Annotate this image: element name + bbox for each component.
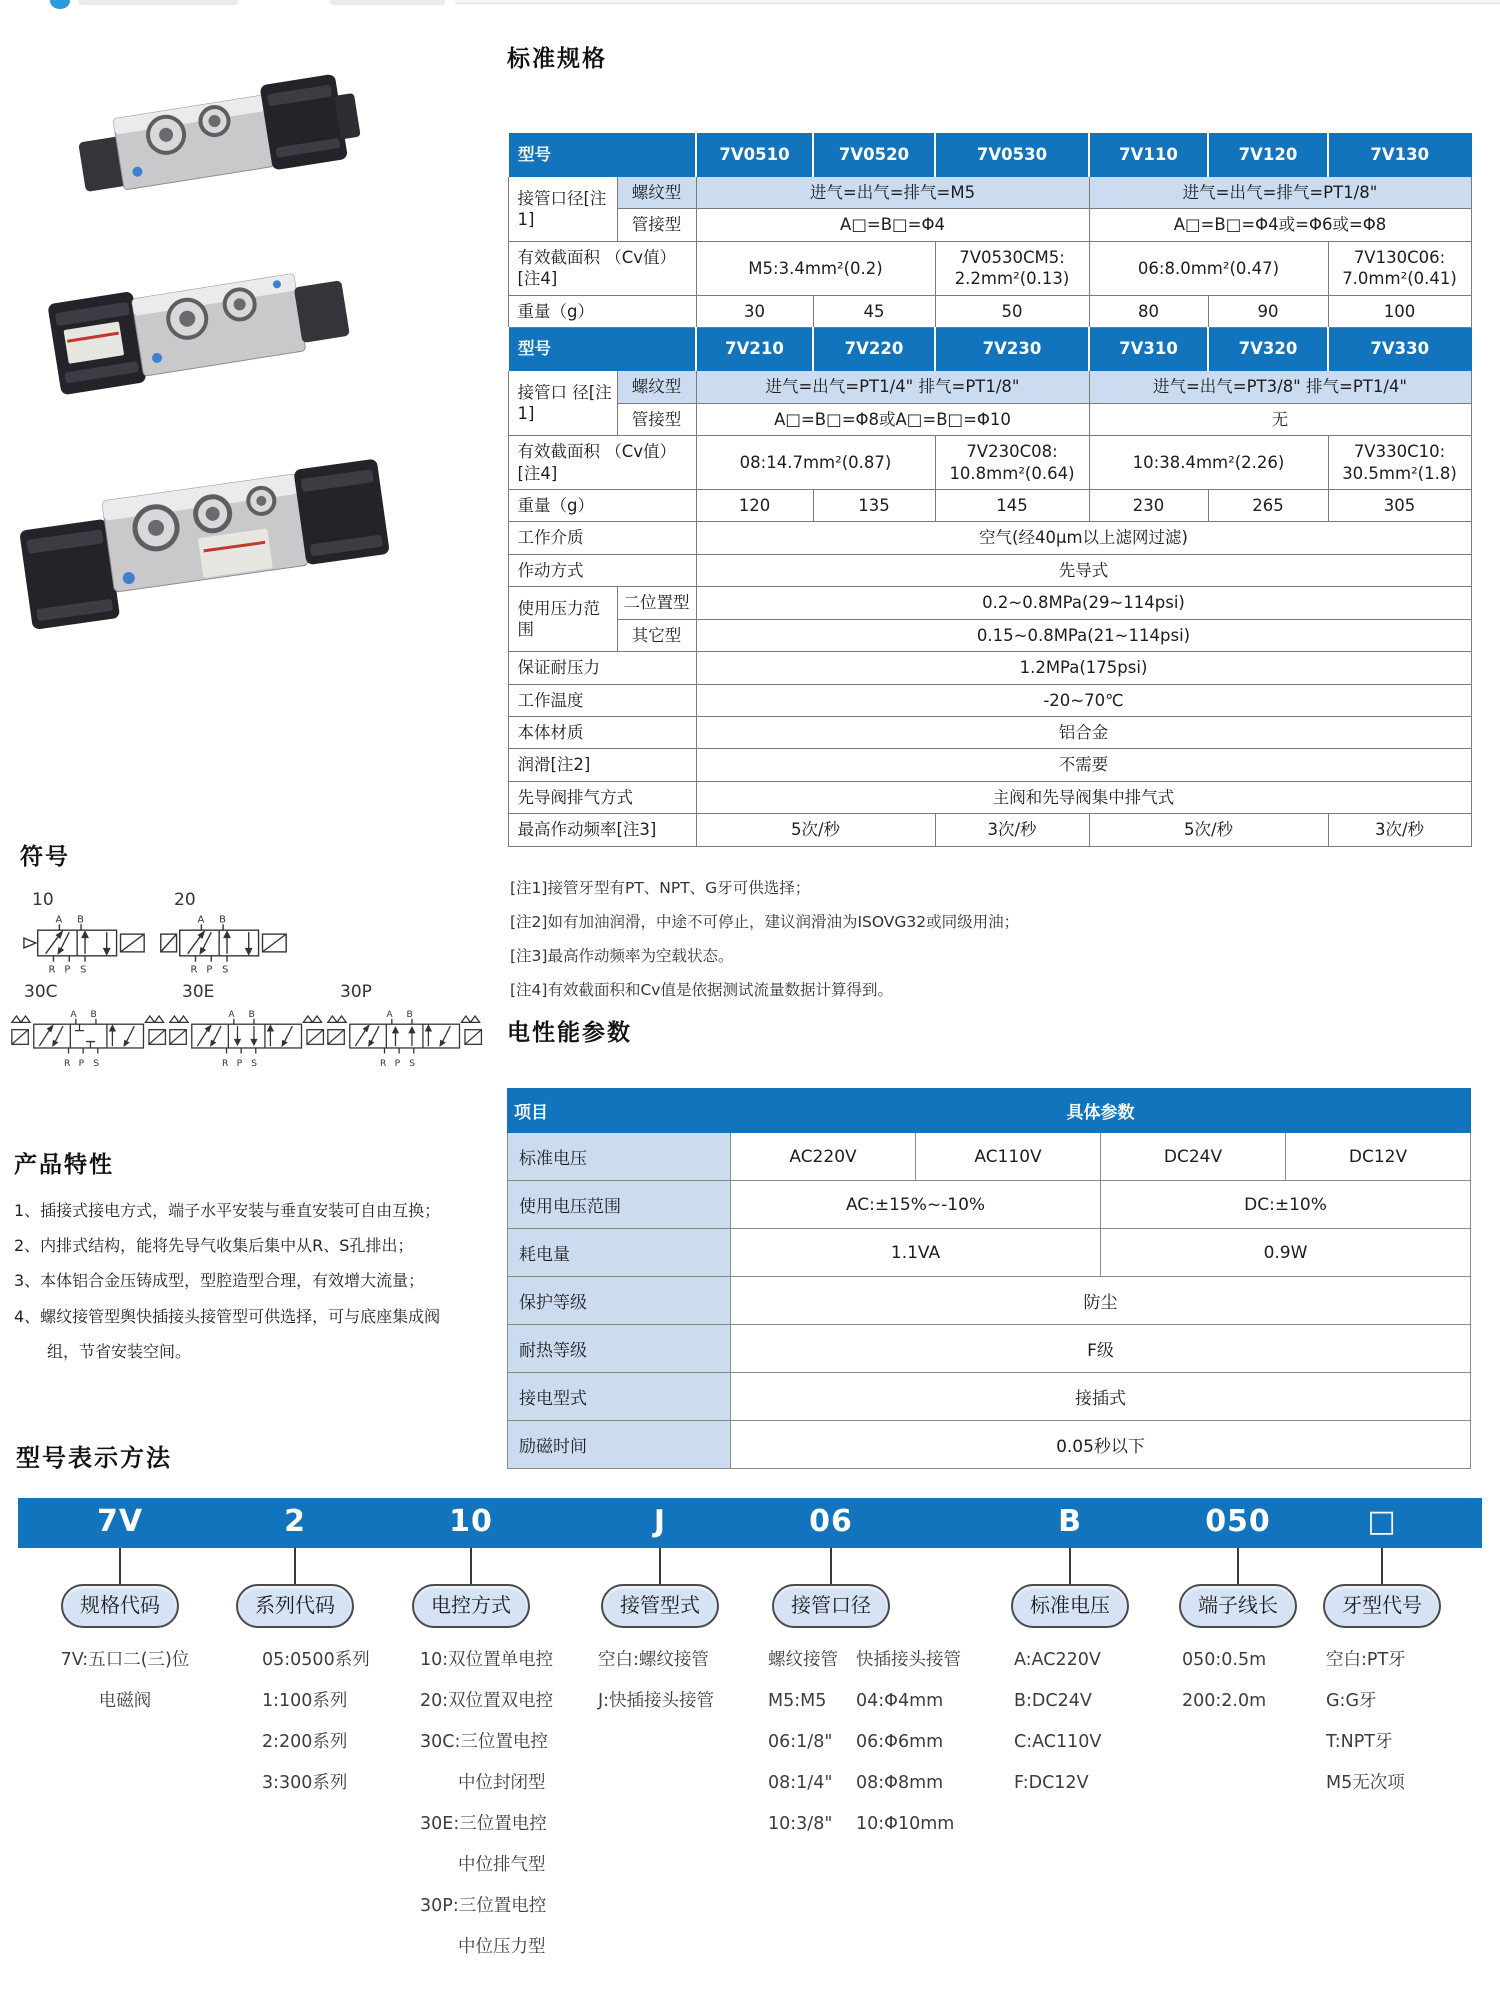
model-code-segment: 7V	[96, 1504, 144, 1539]
cell: 进气=出气=PT1/4" 排气=PT1/8"	[696, 371, 1089, 403]
connector-line	[1237, 1548, 1239, 1584]
cell: 主阀和先导阀集中排气式	[696, 781, 1471, 813]
svg-text:S: S	[409, 1059, 415, 1070]
cell: A□=B□=Φ4或=Φ6或=Φ8	[1089, 209, 1471, 241]
table-row	[508, 652, 1471, 684]
code-label-pill: 端子线长	[1179, 1584, 1297, 1628]
cell: 0.05秒以下	[731, 1421, 1471, 1469]
row-sublabel: 其它型	[617, 619, 696, 651]
cell: 230	[1089, 489, 1208, 521]
row-label: 润滑[注2]	[508, 749, 696, 781]
code-label-pill: 牙型代号	[1323, 1584, 1441, 1628]
svg-text:A: A	[70, 1009, 77, 1020]
row-sublabel: 二位置型	[617, 587, 696, 619]
product-photo-small-valve	[62, 40, 382, 222]
row-label: 接电型式	[508, 1373, 731, 1421]
svg-text:A: A	[386, 1009, 393, 1020]
cell: 30	[696, 295, 813, 327]
connector-line	[659, 1548, 661, 1584]
row-label: 标准电压	[508, 1133, 731, 1181]
svg-text:R: R	[48, 964, 56, 975]
cell: A□=B□=Φ4	[696, 209, 1089, 241]
column-header: 7V320	[1208, 328, 1328, 371]
valve-symbol-30C	[10, 982, 170, 1071]
cell: 进气=出气=排气=PT1/8"	[1089, 177, 1471, 209]
features-title: 产品特性	[14, 1152, 114, 1178]
svg-text:R: R	[221, 1059, 229, 1070]
note-line: [注1]接管牙型有PT、NPT、G牙可供选择；	[510, 879, 811, 897]
svg-text:A: A	[228, 1009, 235, 1020]
product-photo-large-valve	[8, 408, 418, 668]
cell: 防尘	[731, 1277, 1471, 1325]
svg-text:S: S	[222, 964, 229, 975]
symbol-code: 20	[174, 890, 196, 910]
header-remnant-block	[78, 0, 238, 5]
svg-text:P: P	[78, 1059, 85, 1070]
cell: 305	[1328, 489, 1471, 521]
svg-text:S: S	[80, 964, 87, 975]
connector-line	[119, 1548, 121, 1584]
valve-symbol-10	[18, 890, 156, 975]
symbol-code: 30C	[24, 982, 58, 1002]
svg-text:P: P	[206, 964, 213, 975]
row-label: 重量（g）	[508, 489, 696, 521]
column-header: 7V310	[1089, 328, 1208, 371]
cell: 1.1VA	[731, 1229, 1101, 1277]
row-sublabel: 螺纹型	[617, 371, 696, 403]
model-code-segment: □	[1367, 1504, 1397, 1539]
cell: 135	[813, 489, 935, 521]
connector-line	[470, 1548, 472, 1584]
header-remnant-bar	[455, 0, 1500, 4]
row-sublabel: 管接型	[617, 403, 696, 435]
model-code-segment: B	[1058, 1504, 1082, 1539]
row-label: 有效截面积 （Cv值）[注4]	[508, 436, 696, 490]
table-row	[508, 403, 1471, 435]
note-line: [注2]如有加油润滑，中途不可停止，建议润滑油为ISOVG32或同级用油；	[510, 913, 1020, 931]
row-label: 接管口径[注1]	[508, 177, 617, 242]
symbol-code: 30E	[182, 982, 215, 1002]
row-label: 使用压力范围	[508, 587, 617, 652]
symbol-code: 30P	[340, 982, 372, 1002]
cell: -20~70℃	[696, 684, 1471, 716]
cell: DC24V	[1101, 1133, 1286, 1181]
connector-line	[1381, 1548, 1383, 1584]
cell: 08:14.7mm²(0.87)	[696, 436, 935, 490]
product-photo-medium-valve	[30, 222, 380, 422]
column-header: 7V0520	[813, 134, 935, 177]
table-row	[508, 1277, 1471, 1325]
column-header: 型号	[508, 134, 696, 177]
table-row	[508, 177, 1471, 209]
cell: A□=B□=Φ8或A□=B□=Φ10	[696, 403, 1089, 435]
cell: 10:38.4mm²(2.26)	[1089, 436, 1328, 490]
cell: 7V330C10: 30.5mm²(1.8)	[1328, 436, 1471, 490]
code-label-pill: 接管口径	[772, 1584, 890, 1628]
cell: 5次/秒	[1089, 814, 1328, 846]
model-code-segment: J	[653, 1504, 667, 1539]
code-desc: 10:双位置单电控 20:双位置双电控 30C:三位置电控 中位封闭型 30E:三位置电控 中位排气型 30P:三位置电控 中位压力型	[420, 1650, 554, 1957]
note-line: [注3]最高作动频率为空载状态。	[510, 947, 734, 965]
column-header: 7V210	[696, 328, 813, 371]
column-header: 具体参数	[731, 1089, 1471, 1133]
column-header: 7V110	[1089, 134, 1208, 177]
column-header: 7V0510	[696, 134, 813, 177]
row-label: 工作温度	[508, 684, 696, 716]
cell: 90	[1208, 295, 1328, 327]
table-row	[508, 371, 1471, 403]
column-header: 型号	[508, 328, 696, 371]
column-header: 7V230	[935, 328, 1089, 371]
feature-item: 4、螺纹接管型舆快插接头接管型可供选择，可与底座集成阀组，节省安装空间。	[14, 1306, 441, 1361]
column-header: 7V220	[813, 328, 935, 371]
cell: 5次/秒	[696, 814, 935, 846]
cell: 45	[813, 295, 935, 327]
code-desc: 05:0500系列 1:100系列 2:200系列 3:300系列	[262, 1650, 370, 1793]
column-header: 7V130	[1328, 134, 1471, 177]
model-code-segment: 06	[809, 1504, 853, 1539]
svg-text:B: B	[90, 1009, 97, 1020]
cell: 0.9W	[1101, 1229, 1471, 1277]
cell: 铝合金	[696, 717, 1471, 749]
cell: 1.2MPa(175psi)	[696, 652, 1471, 684]
valve-schematic-icon	[168, 1003, 328, 1071]
table-row	[508, 814, 1471, 846]
row-label: 励磁时间	[508, 1421, 731, 1469]
row-label: 工作介质	[508, 522, 696, 554]
header-remnant-block	[330, 0, 445, 5]
row-sublabel: 螺纹型	[617, 177, 696, 209]
cell: 7V230C08: 10.8mm²(0.64)	[935, 436, 1089, 490]
cell: 不需要	[696, 749, 1471, 781]
code-label-pill: 标准电压	[1011, 1584, 1129, 1628]
connector-line	[1069, 1548, 1071, 1584]
code-desc: A:AC220V B:DC24V C:AC110V F:DC12V	[1014, 1650, 1102, 1793]
svg-text:R: R	[190, 964, 198, 975]
table-row	[508, 209, 1471, 241]
code-desc: 7V:五口二(三)位 电磁阀	[60, 1650, 190, 1711]
feature-item: 1、插接式接电方式，端子水平安装与垂直安装可自由互换；	[14, 1201, 441, 1220]
symbol-code: 10	[32, 890, 54, 910]
svg-text:B: B	[219, 914, 226, 926]
table-row	[508, 1229, 1471, 1277]
row-label: 先导阀排气方式	[508, 781, 696, 813]
code-label-pill: 电控方式	[412, 1584, 530, 1628]
svg-text:R: R	[63, 1059, 71, 1070]
header-remnant-logo	[50, 0, 70, 9]
table-row	[508, 781, 1471, 813]
valve-schematic-icon	[326, 1003, 486, 1071]
table-row	[508, 587, 1471, 619]
table-row	[508, 1373, 1471, 1421]
cell: AC110V	[916, 1133, 1101, 1181]
code-desc: 050:0.5m 200:2.0m	[1182, 1650, 1267, 1711]
table-row	[508, 554, 1471, 586]
cell: 0.2~0.8MPa(29~114psi)	[696, 587, 1471, 619]
cell: 265	[1208, 489, 1328, 521]
table-row	[508, 619, 1471, 651]
cell: 0.15~0.8MPa(21~114psi)	[696, 619, 1471, 651]
table-row	[508, 1133, 1471, 1181]
svg-text:S: S	[251, 1059, 257, 1070]
cell: AC:±15%~-10%	[731, 1181, 1101, 1229]
spec-header-row-1	[508, 134, 1471, 177]
valve-symbol-30E	[168, 982, 328, 1071]
svg-text:P: P	[64, 964, 71, 975]
cell: 7V0530CM5: 2.2mm²(0.13)	[935, 241, 1089, 295]
features-section	[14, 1146, 459, 1369]
connector-line	[830, 1548, 832, 1584]
row-label: 本体材质	[508, 717, 696, 749]
cell: 3次/秒	[935, 814, 1089, 846]
code-desc: 空白:PT牙 G:G牙 T:NPT牙 M5无次项	[1326, 1650, 1406, 1793]
svg-text:B: B	[248, 1009, 255, 1020]
column-header: 项目	[508, 1089, 731, 1133]
cell: 空气(经40μm以上滤网过滤)	[696, 522, 1471, 554]
connector-line	[294, 1548, 296, 1584]
table-row	[508, 1325, 1471, 1373]
cell: 3次/秒	[1328, 814, 1471, 846]
cell: 无	[1089, 403, 1471, 435]
table-row	[508, 1181, 1471, 1229]
cell: DC:±10%	[1101, 1181, 1471, 1229]
cell: 50	[935, 295, 1089, 327]
svg-text:A: A	[55, 914, 63, 926]
cell: DC12V	[1286, 1133, 1471, 1181]
table-row	[508, 749, 1471, 781]
symbols-section-title: 符号	[20, 844, 70, 870]
table-row	[508, 241, 1471, 295]
row-label: 重量（g）	[508, 295, 696, 327]
cell: 接插式	[731, 1373, 1471, 1421]
table-row	[508, 1421, 1471, 1469]
code-label-pill: 规格代码	[61, 1584, 179, 1628]
table-row	[508, 684, 1471, 716]
cell: 进气=出气=排气=M5	[696, 177, 1089, 209]
standard-spec-table	[507, 133, 1472, 847]
valve-schematic-icon	[160, 911, 298, 975]
electrical-table	[507, 1088, 1471, 1469]
model-code-segment: 10	[449, 1504, 493, 1539]
feature-item: 2、内排式结构，能将先导气收集后集中从R、S孔排出；	[14, 1236, 414, 1256]
column-header: 7V330	[1328, 328, 1471, 371]
row-label: 保护等级	[508, 1277, 731, 1325]
column-header: 7V120	[1208, 134, 1328, 177]
valve-symbol-20	[160, 890, 298, 975]
code-label-pill: 系列代码	[236, 1584, 354, 1628]
table-row	[508, 489, 1471, 521]
table-row	[508, 436, 1471, 490]
spec-notes	[510, 876, 1470, 1012]
cell: M5:3.4mm²(0.2)	[696, 241, 935, 295]
cell: 100	[1328, 295, 1471, 327]
valve-schematic-icon	[10, 1003, 170, 1071]
row-label: 保证耐压力	[508, 652, 696, 684]
row-label: 最高作动频率[注3]	[508, 814, 696, 846]
code-desc: 螺纹接管 M5:M5 06:1/8" 08:1/4" 10:3/8" 快插接头接管 04:Φ4mm 06:Φ6mm 08:Φ8mm 10:Φ10mm	[768, 1650, 961, 1834]
cell: 145	[935, 489, 1089, 521]
note-line: [注4]有效截面积和Cv值是依据测试流量数据计算得到。	[510, 981, 893, 999]
cell: 7V130C06: 7.0mm²(0.41)	[1328, 241, 1471, 295]
spec-header-row-2	[508, 328, 1471, 371]
cell: F级	[731, 1325, 1471, 1373]
row-label: 作动方式	[508, 554, 696, 586]
electrical-section-title: 电性能参数	[507, 1020, 632, 1046]
code-desc: 空白:螺纹接管 J:快插接头接管	[598, 1650, 715, 1711]
row-label: 有效截面积 （Cv值）[注4]	[508, 241, 696, 295]
svg-text:P: P	[394, 1059, 401, 1070]
cell: 80	[1089, 295, 1208, 327]
svg-text:B: B	[77, 914, 84, 926]
elec-header-row	[508, 1089, 1471, 1133]
svg-text:R: R	[379, 1059, 387, 1070]
spec-section-title: 标准规格	[507, 46, 607, 72]
svg-text:A: A	[197, 914, 205, 926]
row-label: 耐热等级	[508, 1325, 731, 1373]
cell: 进气=出气=PT3/8" 排气=PT1/4"	[1089, 371, 1471, 403]
model-code-segment: 050	[1205, 1504, 1271, 1539]
cell: 先导式	[696, 554, 1471, 586]
column-header: 7V0530	[935, 134, 1089, 177]
feature-item: 3、本体铝合金压铸成型，型腔造型合理，有效增大流量；	[14, 1271, 425, 1291]
table-row	[508, 717, 1471, 749]
cell: 120	[696, 489, 813, 521]
valve-symbol-30P	[326, 982, 486, 1071]
cell: 06:8.0mm²(0.47)	[1089, 241, 1328, 295]
cell: AC220V	[731, 1133, 916, 1181]
valve-schematic-icon	[18, 911, 156, 975]
model-code-segment: 2	[284, 1504, 306, 1539]
row-label: 接管口 径[注1]	[508, 371, 617, 436]
table-row	[508, 522, 1471, 554]
code-label-pill: 接管型式	[601, 1584, 719, 1628]
svg-text:S: S	[93, 1059, 99, 1070]
model-code-title: 型号表示方法	[16, 1444, 172, 1472]
svg-text:P: P	[236, 1059, 243, 1070]
row-sublabel: 管接型	[617, 209, 696, 241]
row-label: 使用电压范围	[508, 1181, 731, 1229]
svg-text:B: B	[406, 1009, 413, 1020]
table-row	[508, 295, 1471, 327]
row-label: 耗电量	[508, 1229, 731, 1277]
